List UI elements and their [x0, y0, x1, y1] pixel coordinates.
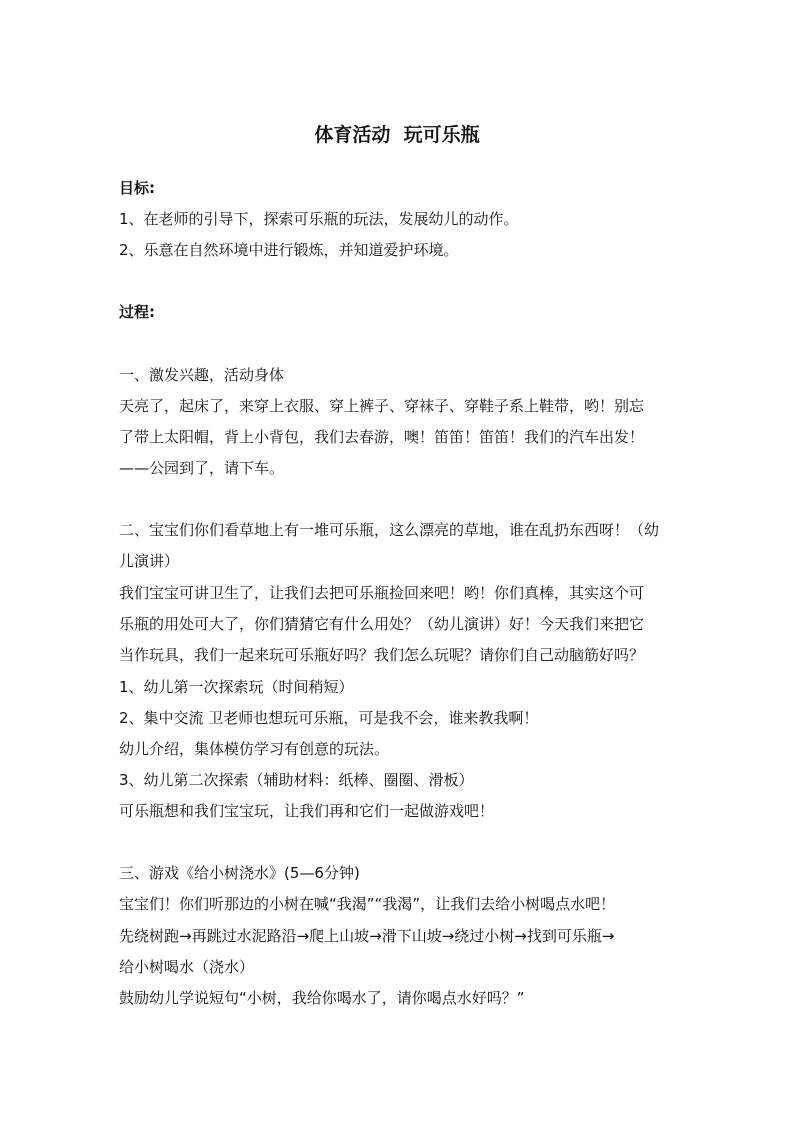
section-1-line: 了带上太阳帽，背上小背包，我们去春游，噢！笛笛！笛笛！我们的汽车出发！	[119, 428, 645, 446]
section-1-line: 天亮了，起床了，来穿上衣服、穿上裤子、穿袜子、穿鞋子系上鞋带，哟！别忘	[119, 397, 645, 415]
goals-heading: 目标:	[119, 179, 155, 197]
section-1-heading: 一、激发兴趣，活动身体	[119, 366, 285, 384]
section-2-step: 1、幼儿第一次探索玩（时间稍短）	[119, 678, 354, 696]
goal-item: 2、乐意在自然环境中进行锻炼，并知道爱护环境。	[119, 241, 459, 259]
section-3-line: 给小树喝水（浇水）	[119, 958, 255, 976]
section-2-line: 乐瓶的用处可大了，你们猜猜它有什么用处？（幼儿演讲）好！今天我们来把它	[119, 615, 645, 633]
process-heading: 过程:	[119, 303, 155, 321]
section-3-line: 宝宝们！你们听那边的小树在喊“我渴”“我渴”，让我们去给小树喝点水吧！	[119, 895, 616, 913]
section-2-line: 可乐瓶想和我们宝宝玩，让我们再和它们一起做游戏吧！	[119, 802, 495, 820]
section-2-line: 幼儿介绍，集体模仿学习有创意的玩法。	[119, 740, 390, 758]
section-2-step: 3、幼儿第二次探索（辅助材料：纸棒、圈圈、滑板）	[119, 771, 474, 789]
goal-item: 1、在老师的引导下，探索可乐瓶的玩法，发展幼儿的动作。	[119, 210, 519, 228]
section-2-line: 儿演讲）	[119, 552, 180, 570]
section-2-line: 二、宝宝们你们看草地上有一堆可乐瓶，这么漂亮的草地，谁在乱扔东西呀！（幼	[119, 521, 660, 539]
section-2-line: 当作玩具，我们一起来玩可乐瓶好吗？我们怎么玩呢？请你们自己动脑筋好吗？	[119, 646, 645, 664]
section-2-line: 我们宝宝可讲卫生了，让我们去把可乐瓶捡回来吧！哟！你们真棒，其实这个可	[119, 584, 645, 602]
section-3-heading: 三、游戏《给小树浇水》(5—6分钟)	[119, 864, 360, 882]
section-3-line: 先绕树跑→再跳过水泥路沿→爬上山坡→滑下山坡→绕过小树→找到可乐瓶→	[119, 927, 615, 945]
section-3-line: 鼓励幼儿学说短句“小树，我给你喝水了，请你喝点水好吗？”	[119, 989, 525, 1007]
page-title: 体育活动 玩可乐瓶	[314, 124, 480, 146]
section-1-line: ——公园到了，请下车。	[119, 459, 285, 477]
section-2-step: 2、集中交流 卫老师也想玩可乐瓶，可是我不会，谁来教我啊！	[119, 709, 539, 727]
